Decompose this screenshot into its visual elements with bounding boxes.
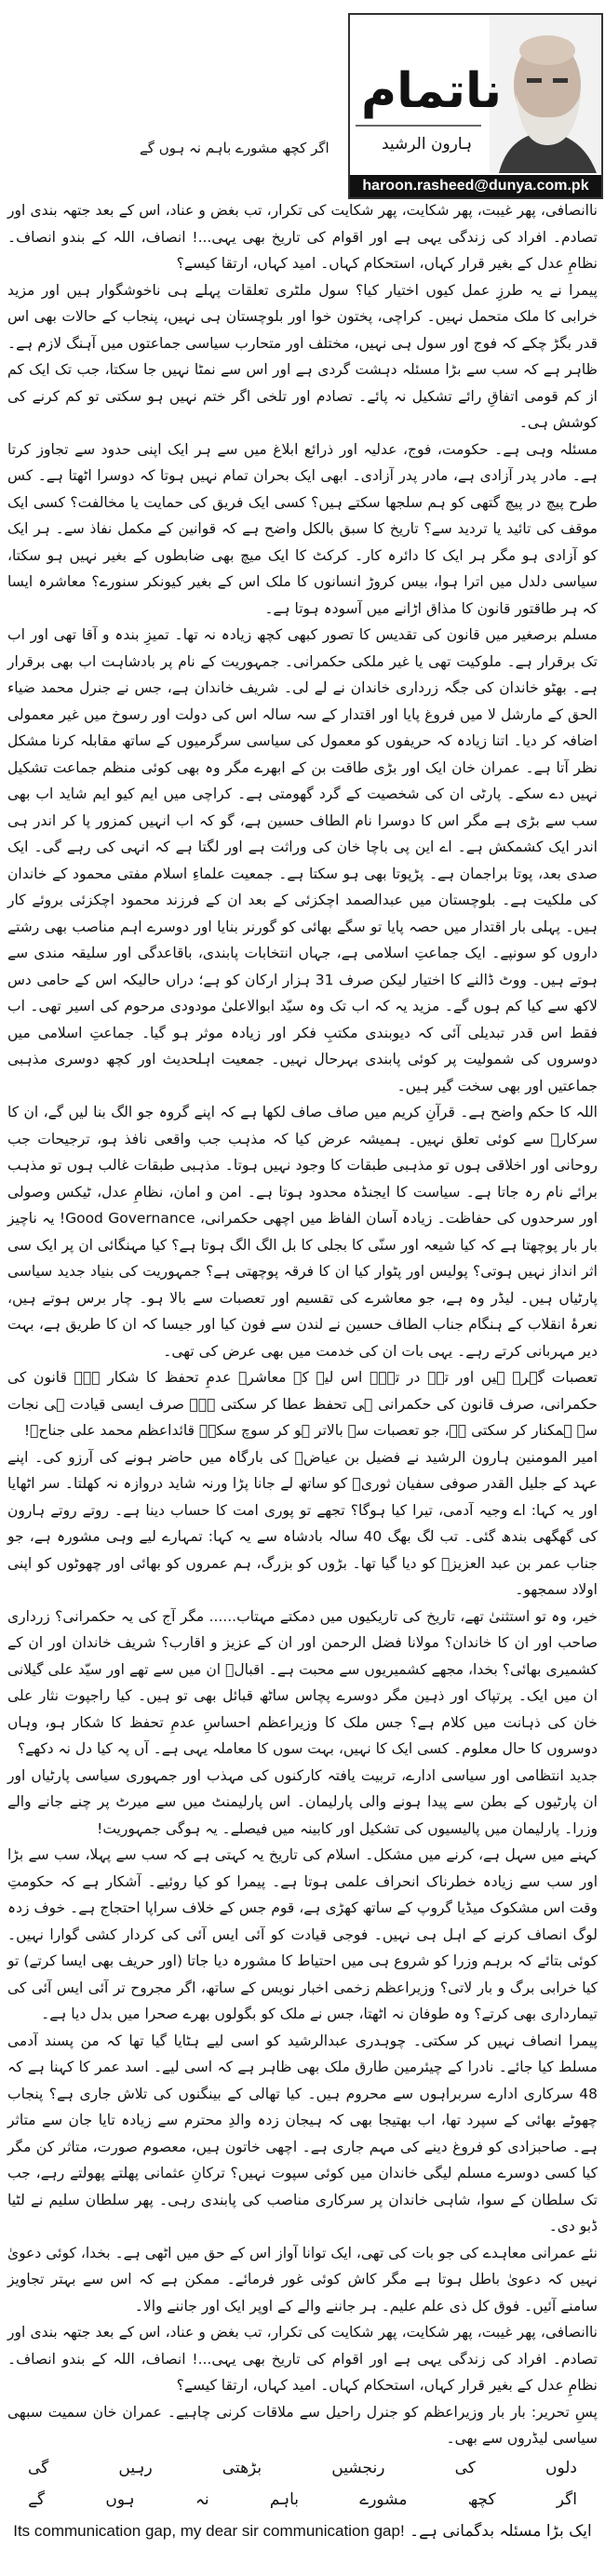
verse-line-2 [0,2484,605,2516]
paragraph: نئے عمرانی معاہدے کی جو بات کی تھی، ایک توانا آواز اس کے حق میں اٹھی ہے۔ بخدا، کوئی دعویٰ نہیں کہ دعویٰ باطل ہوتا ہے مگر کاش کوئی غور فرمائے۔ ممکن ہے کہ اس سے بہتر تجاویز سامنے آئیں۔ فوق کل ذی علم علیم۔ ہر جاننے والے کے اوپر ایک اور جاننے والا۔ [7,2244,598,2314]
closing-urdu: ایک بڑا مسئلہ بدگمانی ہے۔ [410,2521,592,2541]
column-logo: ناتمام [361,63,503,119]
divider [356,125,481,127]
article-body [0,197,605,2452]
verse-word: مشورے [359,2489,408,2509]
paragraph: پیمرا نے یہ طرزِ عمل کیوں اختیار کیا؟ سول ملٹری تعلقات پہلے ہی ناخوشگوار ہیں اور مزید خرابی کا ملک متحمل نہیں۔ کراچی، پختون خوا اور بلوچستان ہی نہیں، پنجاب کے حالات بھی اس قدر بگڑ چکے کہ فوج اور سول ہی نہیں، مختلف اور متحارب سیاسی جماعتوں میں آہنگ لازم ہے۔ ظاہر ہے کہ سب سے بڑا مسئلہ دہشت گردی ہے اور اس سے نمٹا نہیں جا سکتا، جب تک ایک کم از کم قومی اتفاقِ رائے تشکیل نہ پائے۔ تصادم اور تلخی اگر ختم نہیں ہو سکتی تو کم کرنے کی کوشش ہی۔ [7,281,598,431]
verse-word: گے [28,2489,46,2509]
verse-word: رنجشیں [331,2458,385,2477]
verse-word: ہوں [105,2489,135,2509]
paragraph: مسئلہ وہی ہے۔ حکومت، فوج، عدلیہ اور ذرائع ابلاغ میں سے ہر ایک اپنی حدود سے تجاوز کرتا ہے۔ مادر پدر آزادی ہے، مادر پدر آزادی۔ ابھی ایک بحران تمام نہیں ہوتا کہ دوسرا اٹھتا ہے۔ کس طرح پیچ در پیچ گتھی کو ہم سلجھا سکتے ہیں؟ کسی ایک فریق کی حمایت یا مخالفت؟ کسی ایک موقف کی تائید یا تردید سے؟ تاریخ کا سبق بالکل واضح ہے کہ قوانین کے مکمل نفاذ سے۔ ہر ایک کو آزادی ہو مگر ہر ایک کا دائرہ کار۔ کرکٹ کا ایک میچ بھی ضابطوں کے بغیر نہیں ہو سکتا، سیاسی دلدل میں اترا ہوا، بیس کروڑ انسانوں کا ملک اس کے بغیر کیونکر سنورے؟ معاشرہ ایسا کہ ہر طاقتور قانون کا مذاق اڑانے میں آسودہ ہوتا ہے۔ [7,440,598,617]
verse-word: گی [28,2458,49,2477]
paragraph: جدید انتظامی اور سیاسی ادارے، تربیت یافتہ کارکنوں کی مہذب اور جمہوری سیاسی پارٹیاں اور ان پارٹیوں کے بطن سے پیدا ہونے والی پارلیمان۔ اس پارلیمنٹ میں سے میرٹ پر چنے جانے والے وزرا۔ پارلیمان میں پالیسیوں کی تشکیل اور کابینہ میں فیصلے۔ یہ ہوگی جمہوریت! [7,1766,598,1837]
paragraph: کہنے میں سہل ہے، کرنے میں مشکل۔ اسلام کی تاریخ یہ کہتی ہے کہ سب سے پہلا، سب سے بڑا اور سب سے زیادہ خطرناک انحراف علمی ہوتا ہے۔ پیمرا کو کیا روئیے۔ آشکار ہے کہ حکومتِ وقت اس مشکوک میڈیا گروپ کے ساتھ کھڑی ہے، قوم جس کے خلاف سراپا احتجاج ہے۔ خوف زدہ لوگ انصاف کرنے کے اہل ہی نہیں۔ فوجی قیادت کو آئی ایس آئی کی کردار کشی گوارا نہیں۔ کوئی بتائے کہ برہم وزرا کو شروع ہی میں احتیاط کا مشورہ دیا جاتا (اور حریف بھی ایسا کرتے) تو کیا خرابی برگ و بار لاتی؟ وزیراعظم زخمی اخبار نویس کے ساتھ، اگر مجروح تر آئی ایس آئی کی تیمارداری بھی کرتے؟ وہ طوفان نہ اٹھتا، جس نے ملک کو بگولوں بھرے صحرا میں بدل دیا ہے۔ [7,1846,598,2022]
closing-english: Its communication gap, my dear sir communication gap! [13,2521,405,2540]
postscript: پسِ تحریر: بار بار وزیراعظم کو جنرل راحیل سے ملاقات کرنی چاہیے۔ عمران خان سمیت سبھی سیاسی لیڈروں سے بھی۔ [7,2403,598,2447]
paragraph: امیر المومنین ہارون الرشید نے فضیل بن عیاضؒ کی بارگاہ میں حاضر ہونے کی آرزو کی۔ اپنے عہد کے جلیل القدر صوفی سفیان ثوریؒ کو ساتھ لے جانا پڑا ورنہ شاید دروازہ نہ کھلتا۔ سر اٹھایا اور یہ کہا: اے وجیہ آدمی، تیرا کیا ہوگا؟ تجھے تو پوری امت کا حساب دینا ہے۔ روتے روتے ہارون کی گھگھی بندھ گئی۔ تب لگ بھگ 40 سالہ بادشاہ سے یہ کہا: تمہارے لیے وہی مشورہ ہے، جو جناب عمر بن عبد العزیزؒ کو دیا گیا تھا۔ بڑوں کو بزرگ، ہم عمروں کو بھائی اور چھوٹوں کو اپنی اولاد سمجھو۔ [7,1448,598,1598]
verse-word: کی [454,2458,476,2477]
verse-word: رہیں [118,2458,153,2477]
paragraph: خیر، وہ تو استثنیٰ تھے، تاریخ کی تاریکیوں میں دمکتے مہتاب...... مگر آج کی یہ حکمرانی؟ زرداری صاحب اور ان کا خاندان؟ مولانا فضل الرحمن اور ان کے عزیز و اقارب؟ شریف خاندان اور ان کے کشمیری بھائی؟ بخدا، مجھے کشمیریوں سے محبت ہے۔ اقبالؒ ان میں سے تھے اور سیّد علی گیلانی ان میں ایک۔ پرتپاک اور ذہین مگر دوسرے پچاس ساٹھ قبائل بھی تو ہیں۔ کیا راجپوت نثار علی خان کی ذہانت میں کلام ہے؟ جس ملک کا وزیراعظم احساسِ عدمِ تحفظ کا شکار ہو، وہاں دوسروں کا حال معلوم۔ کسی ایک کا نہیں، بہت سوں کا معاملہ یہی ہے۔ آں پہ کیا دل نہ دکھے؟ [7,1607,598,1757]
paragraph: ناانصافی، پھر غیبت، پھر شکایت، پھر شکایت کی تکرار، تب بغض و عناد، اس کے بعد جتھہ بندی اور تصادم۔ افراد کی زندگی یہی ہے اور اقوام کی تاریخ بھی یہی...! انصاف، اللہ کے بندو انصاف۔ نظامِ عدل کے بغیر قرار کہاں، استحکام کہاں۔ امید کہاں، ارتقا کیسے؟ [7,202,598,272]
author-name: ہارون الرشید [382,135,473,154]
columnist-banner [348,13,603,199]
verse-word: نہ [195,2489,209,2509]
verse-line-1 [0,2452,605,2484]
verse-word: بڑھتی [222,2458,262,2477]
paragraph: تعصبات گہرے ہیں اور تہہ در تہہ۔ اس لیے کہ معاشرہ عدمِ تحفظ کا شکار ہے۔ قانون کی حکمرانی، صرف قانون کی حکمرانی ہی تحفظ عطا کر سکتی ہے۔ صرف ایسی قیادت ہی نجات سے ہمکنار کر سکتی ہے، جو تعصبات سے بالاتر ہو کر سوچ سکے۔ قائداعظم محمد علی جناحؒ! [7,1369,598,1439]
column-header [0,0,605,197]
paragraph: ناانصافی، پھر غیبت، پھر شکایت، پھر شکایت کی تکرار، تب بغض و عناد، اس کے بعد جتھہ بندی اور تصادم۔ افراد کی زندگی یہی ہے اور اقوام کی تاریخ بھی یہی...! انصاف، اللہ کے بندو انصاف۔ نظامِ عدل کے بغیر قرار کہاں، استحکام کہاں۔ امید کہاں، ارتقا کیسے؟ [7,2324,598,2394]
verse-word: کچھ [467,2489,496,2509]
author-email: haroon.rasheed@dunya.com.pk [350,175,601,197]
paragraph: اللہ کا حکم واضح ہے۔ قرآنِ کریم میں صاف صاف لکھا ہے کہ اپنے گروہ جو الگ بنا لیں گے، ان کا سرکارؐ سے کوئی تعلق نہیں۔ ہمیشہ عرض کیا کہ مذہب جب واقعی نافذ ہو، ترجیحات جب روحانی اور اخلاقی ہوں تو مذہبی طبقات کا وجود نہیں ہوتا۔ مذہبی طبقات غالب ہوں تو مذہب برائے نام رہ جاتا ہے۔ سیاست کا ایجنڈہ محدود ہوتا ہے۔ امن و امان، نظامِ عدل، ٹیکس وصولی اور سرحدوں کی حفاظت۔ زیادہ آسان الفاظ میں اچھی حکمرانی، Good Governance! یہ ناچیز بار بار پوچھتا ہے کہ کیا شیعہ اور سنّی کا بجلی کا بل الگ الگ ہوتا ہے؟ کیا مہنگائی ان پر ایک سی اثر انداز نہیں ہوتی؟ پولیس اور پٹوار کیا ان کا فرقہ پوچھتی ہے؟ جمہوریت کی بنیاد جدید سیاسی پارٹیاں ہیں۔ لیڈر وہ ہے، جو معاشرے کی تقسیم اور تعصبات سے بالا ہو۔ چار برس ہوتے ہیں، نعرۂ انقلاب کے ہنگام جناب الطاف حسین نے لندن سے فون کیا اور جیسا کہ ان کا طریق ہے، بہت دیر مہربانی کرتے رہے۔ یہی بات ان کی خدمت میں بھی عرض کی تھی۔ [7,1104,598,1360]
paragraph: مسلم برصغیر میں قانون کی تقدیس کا تصور کبھی کچھ زیادہ نہ تھا۔ تمیزِ بندہ و آقا تھی اور اب تک برقرار ہے۔ ملوکیت تھی یا غیر ملکی حکمرانی۔ جمہوریت کے نام پر بادشاہت اب بھی برقرار ہے۔ بھٹو خاندان کی جگہ زرداری خاندان نے لے لی۔ شریف خاندان ہے، جس نے جنرل محمد ضیاء الحق کے مارشل لا میں فروغ پایا اور اقتدار کے سہ سالہ اس کی دولت اور رسوخ میں غیر معمولی اضافہ کر دیا۔ اتنا زیادہ کہ حریفوں کو معمول کی سیاسی سرگرمیوں کے ساتھ مقابلہ کرنا مشکل نظر آتا ہے۔ عمران خان ایک اور بڑی طاقت بن کے ابھرے مگر وہ بھی کوئی منظم جماعت تشکیل نہیں دے سکے۔ پارٹی ان کی شخصیت کے گرد گھومتی ہے۔ کراچی میں ایم کیو ایم شاید اب بھی سب سے بڑی ہے مگر اس کا دوسرا نام الطاف حسین ہے، گو کہ اب انہیں کمزور پا کر اندر ہی اندر ایک کشمکش ہے۔ اے این پی باچا خان کی وراثت ہے اور لگتا ہے کہ انہی کی رہے گی۔ ایک صدی بعد، پوتا براجمان ہے۔ پڑپوتا بھی ہو سکتا ہے۔ جمعیت علماءِ اسلام مفتی محمود کے خاندان کی ملکیت ہے۔ بلوچستان میں عبدالصمد اچکزئی کے بعد ان کے فرزند محمود اچکزئی بروئے کار ہیں۔ پہلی بار اقتدار میں حصہ پایا تو سگے بھائی کو گورنر بنایا اور دوسرے اہم مناصب بھی رشتے داروں کو سونپے۔ ایک جماعتِ اسلامی ہے، جہاں انتخابات پابندی، باقاعدگی اور سلیقہ مندی سے ہوتے ہیں۔ ووٹ ڈالنے کا اختیار لیکن صرف 31 ہزار ارکان کو ہے؛ دراں حالیکہ اس کے حامی دس لاکھ سے کیا کم ہوں گے۔ مزید یہ کہ اب تک وہ سیّد ابوالاعلیٰ مودودی مرحوم کی اسیر تھی۔ اب فقط اس قدر تبدیلی آئی کہ دیوبندی مکتبِ فکر اور زیادہ موثر ہو گیا۔ جماعتِ اسلامی میں دوسروں کی شمولیت پر کوئی پابندی بہرحال نہیں۔ جمعیت اہلحدیث اور کچھ دوسری مذہبی جماعتیں اور بھی سخت گیر ہیں۔ [7,626,598,1094]
author-photo [490,15,601,173]
paragraph: پیمرا انصاف نہیں کر سکتی۔ چوہدری عبدالرشید کو اسی لیے ہٹایا گیا تھا کہ من پسند آدمی مسلط کیا جائے۔ نادرا کے چیئرمین طارق ملک بھی ظاہر ہے کہ اسی لیے۔ اسد عمر کا کہنا ہے کہ 48 سرکاری ادارے سربراہوں سے محروم ہیں۔ کیا تھالی کے بینگنوں کی تلاش جاری ہے؟ پنجاب چھوٹے بھائی کے سپرد تھا، اب بھتیجا بھی کہ ہیجان زدہ والدِ محترم سے زیادہ تایا جان سے متاثر ہے۔ صاحبزادی کو فروغ دینے کی مہم جاری ہے۔ اچھی خاتون ہیں، معصوم صورت، متاثر کن مگر کیا کسی دوسرے مسلم لیگی خاندان میں کوئی سپوت نہیں؟ ترکانِ عثمانی پھلتے پھولتے رہے، جب تک سلطان کے سوا، شاہی خاندان پر سرکاری مناصب کی پابندی رہی۔ پھر سلطان سلیم نے لٹیا ڈبو دی۔ [7,2032,598,2234]
verse-word: باہم [269,2489,299,2509]
closing-line [0,2516,605,2566]
verse-word: دلوں [544,2458,577,2477]
verse-word: اگر [556,2489,577,2509]
article-title: اگر کچھ مشورے باہم نہ ہوں گے [140,140,329,156]
